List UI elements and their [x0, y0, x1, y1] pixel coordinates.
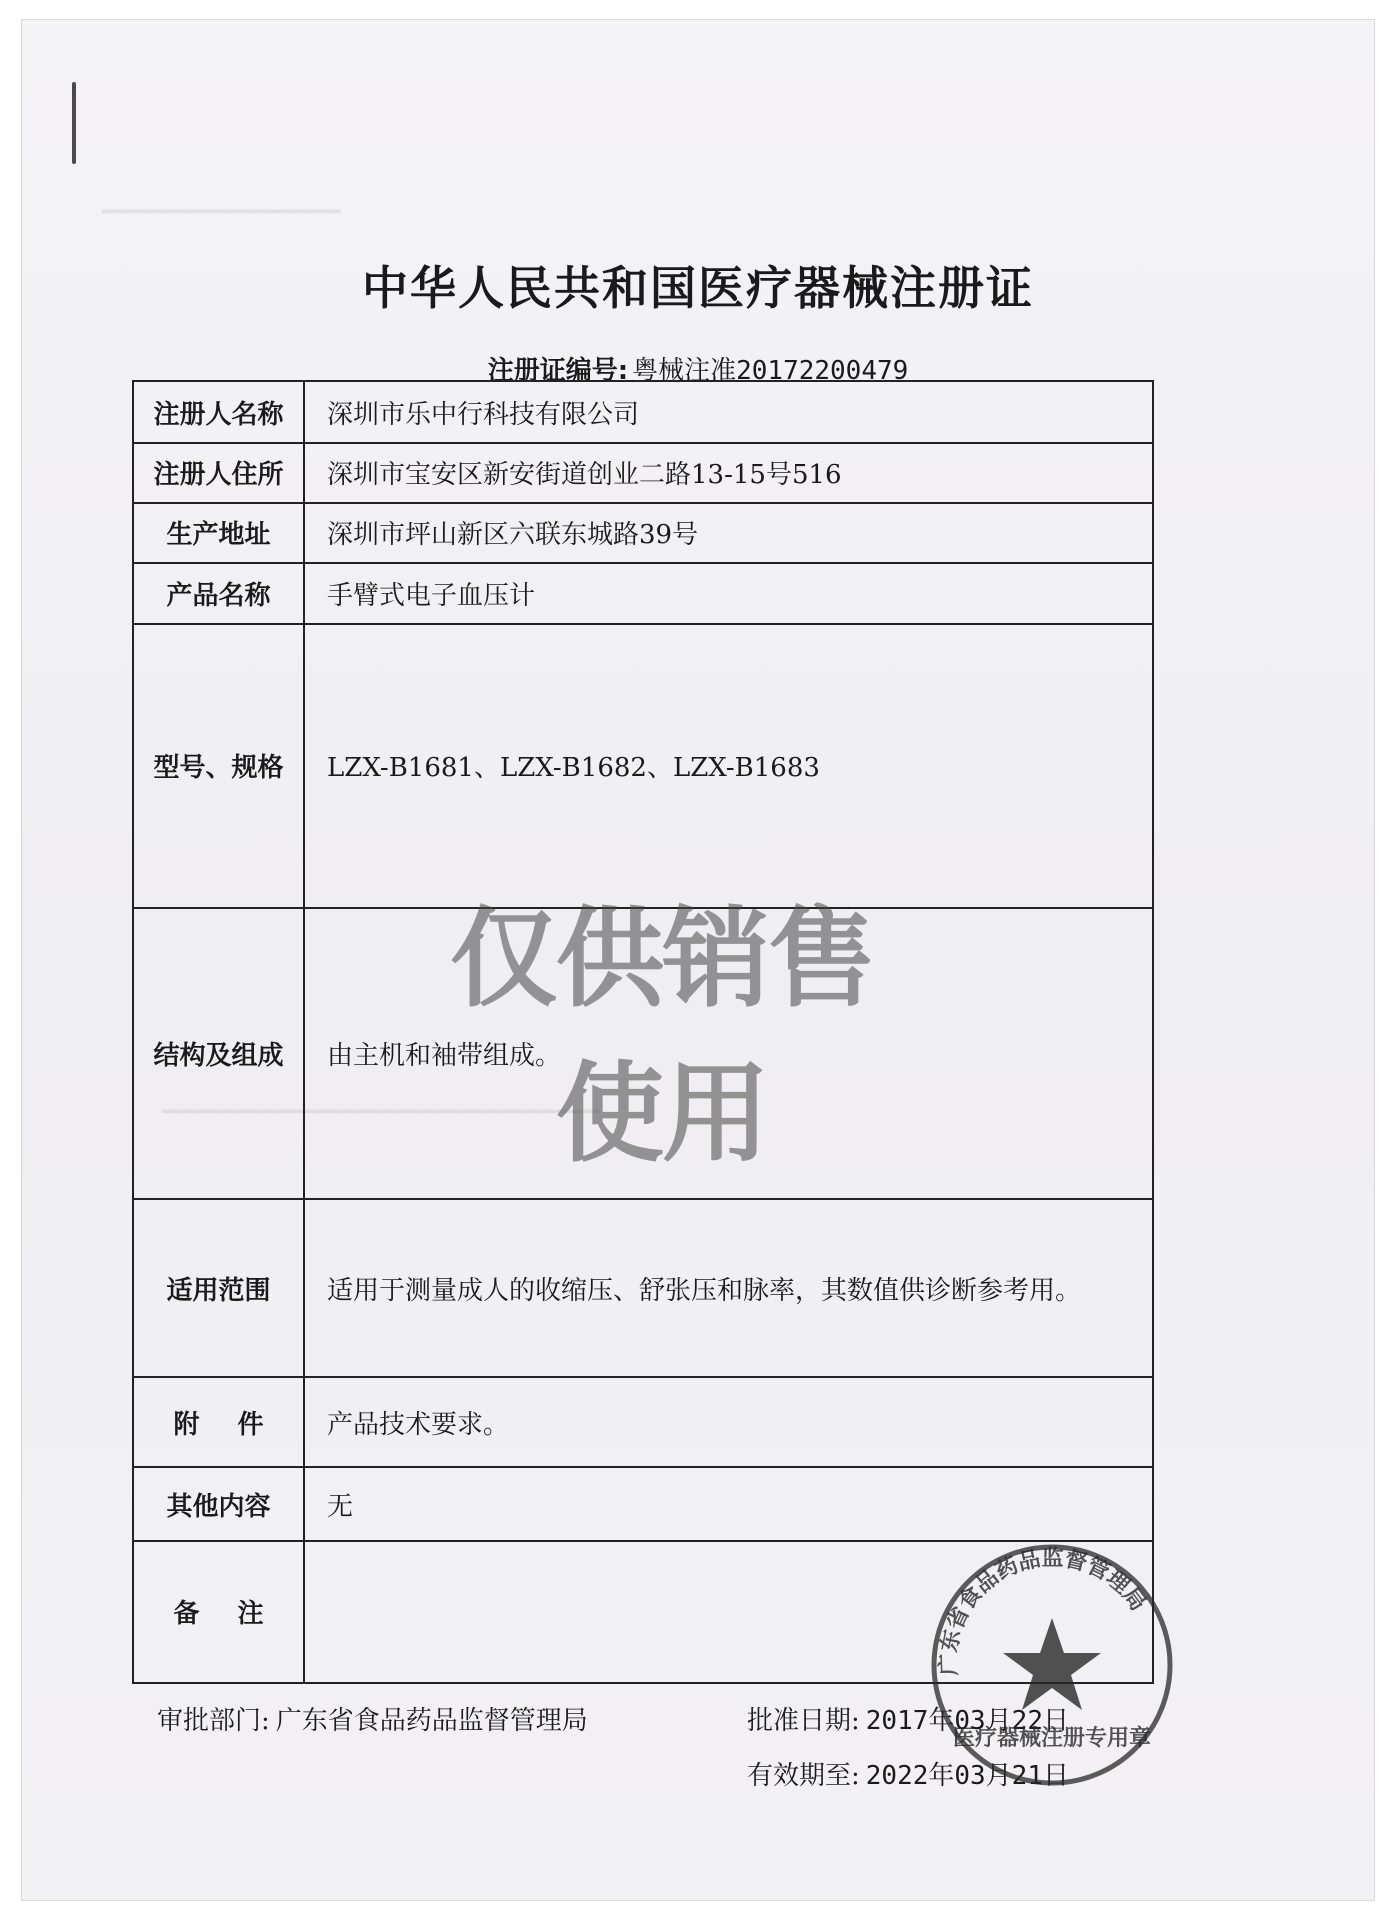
- table-row: [133, 443, 1153, 503]
- row-label-model-spec: 型号、规格: [133, 624, 304, 908]
- approval-department-label: 审批部门:: [157, 1706, 270, 1736]
- row-value-attachment: 产品技术要求。: [304, 1377, 1153, 1467]
- approval-date-label: 批准日期:: [747, 1706, 860, 1736]
- svg-text:广东省食品药品监督管理局: 广东省食品药品监督管理局: [936, 1546, 1151, 1676]
- valid-until-value: 2022年03月21日: [865, 1761, 1069, 1791]
- sales-only-watermark: 仅供销售使用: [449, 897, 874, 1177]
- certificate-title: 中华人民共和国医疗器械注册证: [362, 261, 1034, 315]
- valid-until-label: 有效期至:: [747, 1761, 860, 1791]
- bleed-through: ━━━━━━━━━━━━━━━━━━━━━━━━━━━━━━━━━: [162, 1100, 600, 1125]
- registration-number-label: 注册证编号:: [487, 356, 629, 386]
- svg-text:医疗器械注册专用章: 医疗器械注册专用章: [952, 1726, 1152, 1751]
- bleed-through: ━━━━━━━━━━━━━━━━━━: [102, 200, 341, 225]
- row-label-product-name: 产品名称: [133, 563, 304, 624]
- table-row: [133, 1467, 1153, 1540]
- row-label-remarks-text: 备注: [173, 1599, 302, 1630]
- table-row: [133, 381, 1153, 443]
- row-value-registrant-address: 深圳市宝安区新安街道创业二路13-15号516: [304, 443, 1153, 503]
- row-label-remarks: [133, 1541, 304, 1683]
- staple-mark: [72, 82, 76, 164]
- table-row: [133, 503, 1153, 563]
- approval-date-value: 2017年03月22日: [865, 1706, 1069, 1736]
- row-value-other: 无: [304, 1467, 1153, 1540]
- row-value-scope: 适用于测量成人的收缩压、舒张压和脉率，其数值供诊断参考用。: [304, 1199, 1153, 1377]
- row-value-production-address: 深圳市坪山新区六联东城路39号: [304, 503, 1153, 563]
- row-label-registrant-name: 注册人名称: [133, 381, 304, 443]
- table-row: [133, 624, 1153, 908]
- row-label-scope: 适用范围: [133, 1199, 304, 1377]
- approval-department-value: 广东省食品药品监督管理局: [275, 1706, 588, 1736]
- table-row: [133, 1199, 1153, 1377]
- row-label-structure: 结构及组成: [133, 908, 304, 1199]
- row-value-structure: 由主机和袖带组成。: [304, 908, 1153, 1199]
- row-label-production-address: 生产地址: [133, 503, 304, 563]
- approval-department: [157, 1700, 588, 1737]
- row-label-attachment-text: 附件: [173, 1409, 302, 1440]
- row-value-model-spec: LZX-B1681、LZX-B1682、LZX-B1683: [304, 624, 1153, 908]
- seal-star-icon: [1003, 1618, 1101, 1710]
- row-value-registrant-name: 深圳市乐中行科技有限公司: [304, 381, 1153, 443]
- official-seal-icon: [927, 1540, 1177, 1790]
- row-label-other: 其他内容: [133, 1467, 304, 1540]
- table-row: [133, 1377, 1153, 1467]
- certificate-page: [22, 20, 1374, 1900]
- row-label-registrant-address: 注册人住所: [133, 443, 304, 503]
- row-value-product-name: 手臂式电子血压计: [304, 563, 1153, 624]
- registration-number-value: 粤械注准20172200479: [632, 356, 909, 386]
- table-row: [133, 563, 1153, 624]
- row-label-attachment: [133, 1377, 304, 1467]
